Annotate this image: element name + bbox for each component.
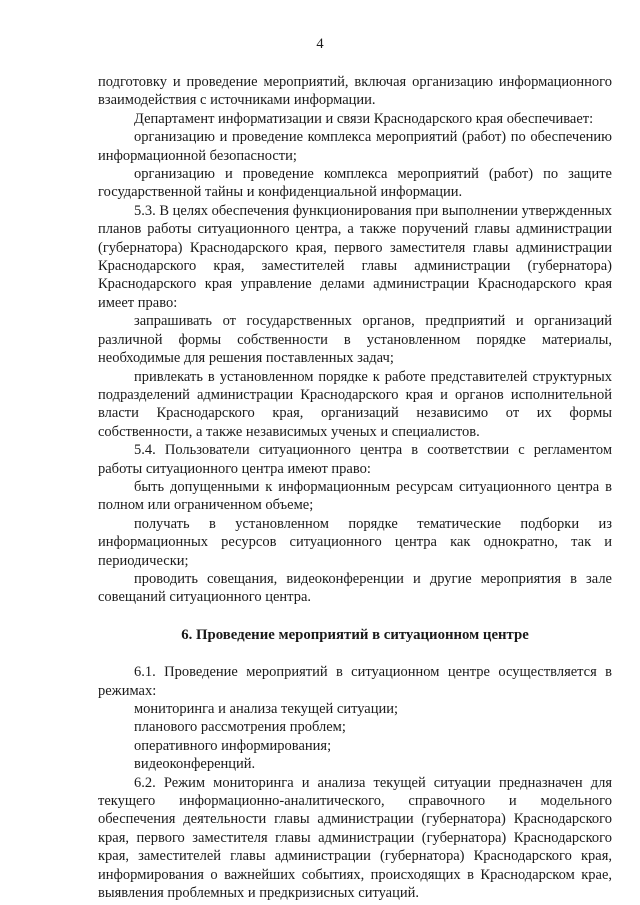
paragraph-6-1: 6.1. Проведение мероприятий в ситуационном центре осуществляется в режимах: [98, 664, 612, 699]
section-heading: 6. Проведение мероприятий в ситуационном центре [181, 626, 529, 643]
paragraph-department-duties: Департамент информатизации и связи Краснодарского края обеспечивает: [134, 110, 594, 127]
paragraph-receive-selections: получать в установленном порядке тематические подборки из информационных ресурсов ситуационного центра как однократно, так и периодически; [98, 515, 612, 569]
paragraph-state-secret: организацию и проведение комплекса мероприятий (работ) по защите государственной тайны и конфиденциальной информации. [98, 166, 612, 201]
list-item-planned-review: планового рассмотрения проблем; [134, 719, 346, 736]
paragraph-info-security: организацию и проведение комплекса мероприятий (работ) по обеспечению информационной безопасности; [98, 129, 612, 164]
paragraph-5-4: 5.4. Пользователи ситуационного центра в соответствии с регламентом работы ситуационного центра имеют право: [98, 442, 612, 477]
paragraph-continuation: подготовку и проведение мероприятий, включая организацию информационного взаимодействия с источниками информации. [98, 74, 612, 109]
list-item-operative-info: оперативного информирования; [134, 737, 332, 754]
paragraph-hold-meetings: проводить совещания, видеоконференции и другие мероприятия в зале совещаний ситуационного центра. [98, 570, 612, 606]
paragraph-request-materials: запрашивать от государственных органов, предприятий и организаций различной формы собственности в установленном порядке материалы, необходимые для решения поставленных задач; [98, 313, 612, 367]
spacer [98, 607, 612, 626]
document-body [98, 73, 612, 902]
paragraph-5-3: 5.3. В целях обеспечения функционирования при выполнении утвержденных планов работы ситуационного центра, а также поручений главы администрации (губернатора) Краснодарского края, первого заместителя главы администрации Краснодарского края, заместителей главы администрации (губернатора) Краснодарского края управление делами администрации Краснодарского края имеет право: [98, 202, 612, 311]
paragraph-involve-representatives: привлекать в установленном порядке к работе представителей структурных подразделений администрации Краснодарского края и органов исполнительной власти Краснодарского края, организаций независимо от их формы собственности, а также независимых ученых и специалистов. [98, 368, 612, 440]
paragraph-access-resources: быть допущенными к информационным ресурсам ситуационного центра в полном или ограниченном объеме; [98, 478, 612, 514]
spacer [98, 644, 612, 663]
list-item-monitoring: мониторинга и анализа текущей ситуации; [134, 701, 399, 717]
paragraph-6-2: 6.2. Режим мониторинга и анализа текущей ситуации предназначен для текущего информационно-аналитического, справочного и модельного обеспечения деятельности главы администрации (губернатора) Краснодарского края, первого заместителя главы администрации (губернатора) Краснодарского края, заместителей главы администрации (губернатора) Краснодарского края, информирования о важнейших событиях, происходящих в Краснодарском крае, выявления проблемных и предкризисных ситуаций. [98, 774, 612, 902]
list-item-videoconferences: видеоконференций. [134, 756, 256, 773]
page-number: 4 [316, 36, 324, 52]
